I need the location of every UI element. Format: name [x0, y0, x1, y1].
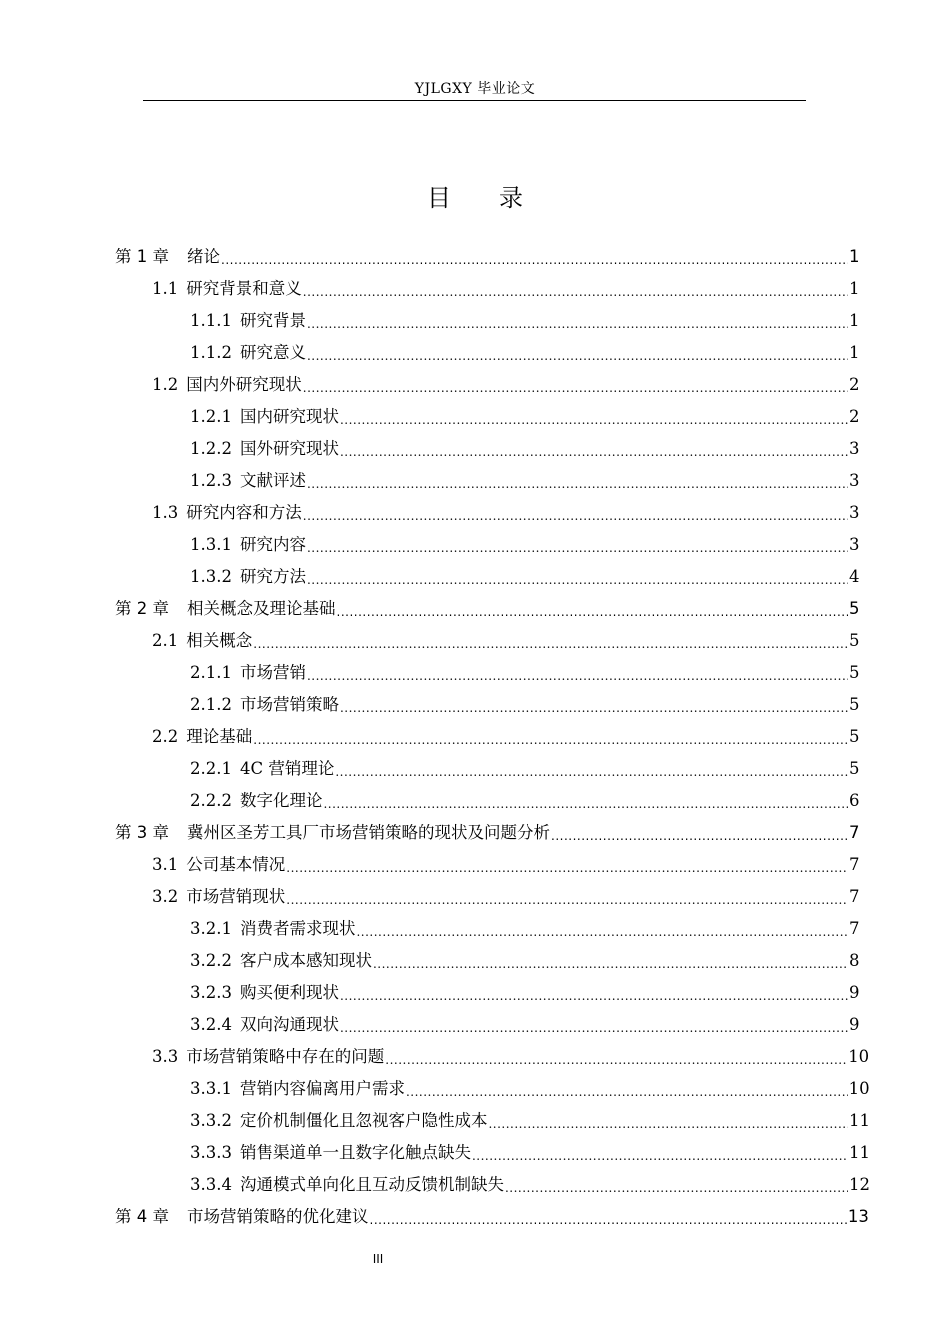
toc-entry-number: 3.1	[152, 855, 179, 874]
toc-entry[interactable]	[152, 1045, 870, 1069]
toc-entry-number: 3.3.4	[190, 1175, 232, 1194]
toc-entry-title: 沟通模式单向化且互动反馈机制缺失	[239, 1175, 504, 1194]
toc-entry-title: 理论基础	[186, 727, 253, 746]
toc-entry[interactable]	[190, 1077, 870, 1101]
toc-entry-title: 市场营销	[239, 663, 306, 682]
toc-entry[interactable]	[152, 373, 859, 397]
toc-leader-dots	[303, 507, 848, 525]
toc-entry[interactable]	[115, 597, 859, 621]
toc-entry-title: 研究内容和方法	[186, 503, 302, 522]
toc-entry-number: 3.2.3	[190, 983, 232, 1002]
toc-entry-title: 国内研究现状	[239, 407, 339, 426]
toc-entry[interactable]	[152, 853, 859, 877]
toc-entry-page: 2	[849, 375, 860, 394]
toc-entry-page: 7	[849, 855, 860, 874]
toc-leader-dots	[370, 1211, 847, 1229]
toc-entry-page: 6	[849, 791, 860, 810]
toc-entry-number: 2.1.1	[190, 663, 232, 682]
toc-leader-dots	[221, 251, 848, 269]
toc-entry-page: 12	[849, 1175, 870, 1194]
toc-entry-number: 3.3.2	[190, 1111, 232, 1130]
toc-entry-page: 9	[849, 1015, 860, 1034]
toc-entry[interactable]	[115, 821, 859, 845]
toc-entry[interactable]	[190, 565, 859, 589]
toc-entry[interactable]	[190, 533, 859, 557]
toc-entry-title: 数字化理论	[239, 791, 323, 810]
toc-leader-dots	[340, 1019, 848, 1037]
toc-entry[interactable]	[152, 629, 859, 653]
toc-entry-number: 3.3.1	[190, 1079, 232, 1098]
toc-leader-dots	[340, 443, 848, 461]
toc-leader-dots	[505, 1179, 848, 1197]
toc-leader-dots	[340, 987, 848, 1005]
toc-entry[interactable]	[190, 981, 859, 1005]
toc-leader-dots	[340, 411, 848, 429]
toc-entry-page: 2	[849, 407, 860, 426]
toc-entry-title: 相关概念及理论基础	[187, 599, 336, 618]
toc-leader-dots	[253, 731, 848, 749]
toc-entry-title: 4C 营销理论	[239, 759, 335, 778]
toc-entry-page: 5	[849, 631, 860, 650]
toc-entry-title: 客户成本感知现状	[239, 951, 372, 970]
toc-entry-page: 4	[849, 567, 860, 586]
toc-entry[interactable]	[190, 1013, 859, 1037]
toc-entry-title: 研究方法	[239, 567, 306, 586]
toc-entry-number: 1.2.2	[190, 439, 232, 458]
toc-entry-page: 11	[849, 1143, 870, 1162]
toc-entry-number: 2.1.2	[190, 695, 232, 714]
toc-entry-number: 1.1.1	[190, 311, 232, 330]
toc-leader-dots	[385, 1051, 847, 1069]
toc-entry-title: 公司基本情况	[186, 855, 286, 874]
toc-leader-dots	[307, 475, 848, 493]
toc-entry-title: 购买便利现状	[239, 983, 339, 1002]
toc-entry[interactable]	[190, 661, 859, 685]
toc-entry-number: 1.3.1	[190, 535, 232, 554]
toc-entry-number: 3.3.3	[190, 1143, 232, 1162]
toc-entry-number: 1.2	[152, 375, 179, 394]
toc-entry-page: 5	[849, 599, 860, 618]
toc-leader-dots	[337, 603, 849, 621]
toc-title-char-1: 目	[427, 184, 451, 212]
toc-entry-page: 1	[849, 343, 860, 362]
toc-entry-page: 7	[849, 887, 860, 906]
toc-entry-page: 11	[849, 1111, 870, 1130]
toc-entry-page: 5	[849, 663, 860, 682]
toc-entry[interactable]	[190, 309, 859, 333]
toc-leader-dots	[307, 667, 848, 685]
toc-leader-dots	[307, 539, 848, 557]
toc-entry-title: 研究内容	[239, 535, 306, 554]
toc-entry-title: 消费者需求现状	[239, 919, 356, 938]
toc-entry-title: 双向沟通现状	[239, 1015, 339, 1034]
toc-leader-dots	[286, 859, 848, 877]
toc-entry-page: 10	[848, 1047, 870, 1066]
toc-entry-title: 营销内容偏离用户需求	[239, 1079, 405, 1098]
toc-entry[interactable]	[190, 949, 859, 973]
toc-entry-title: 研究背景和意义	[186, 279, 302, 298]
toc-entry-number: 3.2.4	[190, 1015, 232, 1034]
toc-entry-page: 7	[849, 919, 860, 938]
toc-leader-dots	[356, 923, 848, 941]
toc-leader-dots	[307, 315, 848, 333]
toc-entry[interactable]	[190, 757, 859, 781]
toc-entry[interactable]	[190, 469, 859, 493]
toc-title	[0, 178, 950, 213]
toc-leader-dots	[335, 763, 848, 781]
toc-leader-dots	[472, 1147, 848, 1165]
toc-entry-page: 1	[849, 311, 860, 330]
toc-entry-page: 5	[849, 727, 860, 746]
toc-entry-title: 销售渠道单一且数字化触点缺失	[239, 1143, 471, 1162]
toc-entry-title: 市场营销策略的优化建议	[187, 1207, 369, 1226]
toc-entry[interactable]	[115, 1205, 869, 1229]
toc-title-char-2: 录	[499, 184, 523, 212]
toc-entry[interactable]	[190, 437, 859, 461]
toc-entry-page: 3	[849, 471, 860, 490]
toc-entry-number: 3.2.2	[190, 951, 232, 970]
toc-entry[interactable]	[190, 341, 859, 365]
toc-entry-page: 1	[849, 247, 860, 266]
toc-leader-dots	[286, 891, 848, 909]
toc-entry-number: 第 4 章	[115, 1207, 169, 1226]
toc-entry-number: 1.2.1	[190, 407, 232, 426]
toc-entry[interactable]	[115, 245, 859, 269]
toc-entry[interactable]	[152, 725, 859, 749]
toc-entry-number: 3.3	[152, 1047, 179, 1066]
toc-leader-dots	[307, 347, 848, 365]
toc-entry-number: 第 3 章	[115, 823, 169, 842]
toc-entry[interactable]	[152, 277, 859, 301]
header-rule	[143, 100, 806, 101]
toc-leader-dots	[488, 1115, 848, 1133]
toc-entry-title: 研究意义	[239, 343, 306, 362]
toc-leader-dots	[253, 635, 848, 653]
toc-entry-page: 13	[847, 1207, 869, 1226]
toc-entry-page: 5	[849, 759, 860, 778]
toc-entry-number: 2.2	[152, 727, 179, 746]
toc-entry-title: 国内外研究现状	[186, 375, 302, 394]
toc-entry-page: 9	[849, 983, 860, 1002]
toc-entry-number: 1.3.2	[190, 567, 232, 586]
toc-entry-page: 5	[849, 695, 860, 714]
toc-leader-dots	[406, 1083, 848, 1101]
toc-entry-number: 第 1 章	[115, 247, 169, 266]
toc-entry-number: 3.2.1	[190, 919, 232, 938]
page-number: III	[372, 1252, 384, 1266]
toc-entry[interactable]	[190, 1109, 870, 1133]
toc-entry-number: 1.1.2	[190, 343, 232, 362]
toc-entry[interactable]	[152, 501, 859, 525]
toc-entry-page: 1	[849, 279, 860, 298]
toc-entry[interactable]	[190, 693, 859, 717]
toc-entry-page: 8	[849, 951, 860, 970]
toc-entry[interactable]	[190, 1141, 870, 1165]
toc-entry-title: 研究背景	[239, 311, 306, 330]
running-header: YJLGXY 毕业论文	[414, 81, 536, 97]
toc-leader-dots	[303, 379, 848, 397]
toc-entry-title: 冀州区圣芳工具厂市场营销策略的现状及问题分析	[187, 823, 550, 842]
toc-entry-page: 3	[849, 503, 860, 522]
toc-leader-dots	[323, 795, 848, 813]
toc-entry-number: 3.2	[152, 887, 179, 906]
toc-entry-number: 2.1	[152, 631, 179, 650]
toc-entry-title: 市场营销策略中存在的问题	[186, 1047, 385, 1066]
toc-entry-number: 2.2.1	[190, 759, 232, 778]
toc-leader-dots	[551, 827, 848, 845]
toc-entry-title: 相关概念	[186, 631, 253, 650]
toc-leader-dots	[303, 283, 848, 301]
toc-entry-number: 2.2.2	[190, 791, 232, 810]
toc-entry[interactable]	[152, 885, 859, 909]
toc-entry-title: 市场营销现状	[186, 887, 286, 906]
toc-entry[interactable]	[190, 917, 859, 941]
toc-entry[interactable]	[190, 789, 859, 813]
toc-leader-dots	[340, 699, 848, 717]
toc-entry-number: 1.2.3	[190, 471, 232, 490]
toc-entry-page: 3	[849, 439, 860, 458]
toc-leader-dots	[307, 571, 848, 589]
toc-entry-page: 10	[848, 1079, 870, 1098]
toc-entry[interactable]	[190, 405, 859, 429]
toc-entry-title: 文献评述	[239, 471, 306, 490]
toc-entry[interactable]	[190, 1173, 870, 1197]
toc-entry-page: 3	[849, 535, 860, 554]
toc-entry-number: 第 2 章	[115, 599, 169, 618]
toc-leader-dots	[373, 955, 848, 973]
toc-entry-number: 1.1	[152, 279, 179, 298]
toc-entry-title: 国外研究现状	[239, 439, 339, 458]
toc-entry-title: 绪论	[187, 247, 220, 266]
toc-entry-number: 1.3	[152, 503, 179, 522]
toc-entry-page: 7	[849, 823, 860, 842]
toc-entry-title: 定价机制僵化且忽视客户隐性成本	[239, 1111, 488, 1130]
toc-entry-title: 市场营销策略	[239, 695, 339, 714]
